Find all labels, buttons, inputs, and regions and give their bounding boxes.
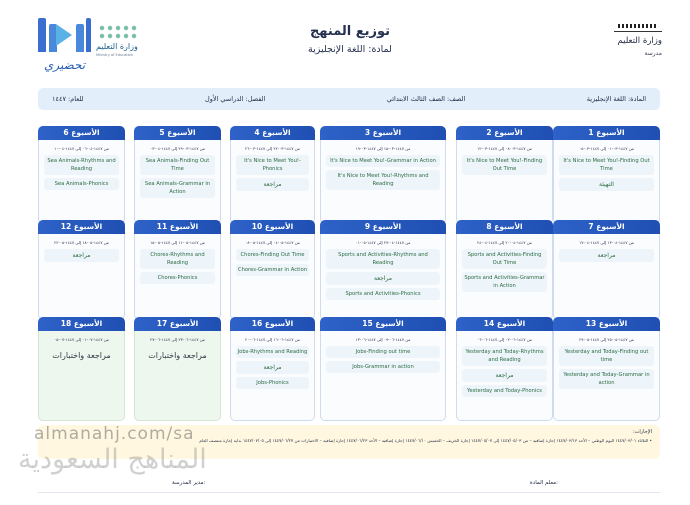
week-title: الأسبوع 8 [456, 220, 553, 234]
tahdiri-logo [38, 14, 96, 70]
week-title: الأسبوع 11 [134, 220, 221, 234]
lesson-item: Sports and Activities-Phonics [326, 288, 440, 300]
week-date: من ١٤٤٧-٠٥-٠٤ إلى ١٤٤٧-٠٥-٠٨ [245, 240, 300, 245]
week-body [553, 331, 660, 421]
week-body [230, 234, 315, 320]
week-date: من ١٤٤٧-٠٣-٠٨ إلى ١٤٤٧-٠٣-١٢ [477, 146, 532, 151]
lesson-item: Chores-Finding Out Time [236, 249, 309, 261]
week-date: من ١٤٤٧-٠٤-٢٧ إلى ١٤٤٧-٠٥-٠١ [355, 240, 411, 245]
week-card [320, 220, 446, 320]
lesson-item: Sea Animals-Phonics [44, 178, 119, 190]
moe-right-sub: مدرسة [644, 50, 662, 57]
lesson-item: Yesterday and Today-Grammar in action [559, 369, 654, 389]
week-title: الأسبوع 7 [553, 220, 660, 234]
lesson-item: Sea Animals-Finding Out Time [140, 155, 215, 175]
week-title: الأسبوع 6 [38, 126, 125, 140]
week-date: من ١٤٤٧-٠٥-١٨ إلى ١٤٤٧-٠٥-٢٢ [54, 240, 109, 245]
week-card [553, 220, 660, 320]
lesson-item: Yesterday and Today-Phonics [462, 385, 547, 397]
lesson-item: It's Nice to Meet You!-Finding Out Time [462, 155, 547, 175]
week-body [456, 234, 553, 320]
teacher-label: معلم المادة: [529, 480, 558, 486]
lesson-item: Jobs-Grammar in action [326, 361, 440, 373]
week-body [134, 331, 221, 421]
week-card [456, 220, 553, 320]
info-grade: الصف: الصف الثالث الابتدائي [386, 95, 466, 103]
week-title: الأسبوع 12 [38, 220, 125, 234]
week-date: من ١٤٤٧-٠٣-١٥ إلى ١٤٤٧-٠٣-١٩ [355, 146, 411, 151]
week-date: من ١٤٤٧-٠٤-٢٠ إلى ١٤٤٧-٠٤-٢٤ [477, 240, 532, 245]
lesson-item: Sports and Activities-Grammar in Action [462, 272, 547, 292]
lesson-item: التهيئة [559, 178, 654, 191]
lesson-item: Jobs-Rhythms and Reading [236, 346, 309, 358]
lesson-item: مراجعة [236, 361, 309, 374]
week-title: الأسبوع 14 [456, 317, 553, 331]
lesson-item: Jobs-Finding out time [326, 346, 440, 358]
week-title: الأسبوع 17 [134, 317, 221, 331]
week-title: الأسبوع 5 [134, 126, 221, 140]
week-date: من ١٤٤٧-٠٣-٢٢ إلى ١٤٤٧-٠٣-٢٦ [245, 146, 300, 151]
week-card [38, 317, 125, 421]
lesson-item: مراجعة [326, 272, 440, 285]
week-card [456, 317, 553, 421]
notes-title: الإجازات: [632, 429, 652, 435]
week-card [230, 220, 315, 320]
kingdom-emblem-icon [614, 22, 662, 32]
week-body [38, 234, 125, 320]
moe-left-sub: Ministry of Education [96, 53, 133, 57]
lesson-item: Sports and Activities-Rhythms and Reading [326, 249, 440, 269]
week-card [230, 126, 315, 224]
lesson-item: It's Nice to Meet You!-Rhythms and Reading [326, 170, 440, 190]
lesson-item: مراجعة [44, 249, 119, 262]
moe-right-title: وزارة التعليم [617, 36, 662, 46]
week-body [320, 140, 446, 224]
lesson-item: مراجعة [559, 249, 654, 262]
week-card [38, 126, 125, 224]
lesson-item: Chores-Grammar in Action [236, 264, 309, 276]
week-date: من ١٤٤٧-٠٦-٠٢ إلى ١٤٤٧-٠٦-٠٦ [477, 337, 532, 342]
page-subtitle: لمادة: اللغة الإنجليزية [308, 44, 392, 55]
lesson-item: Yesterday and Today-Finding out time [559, 346, 654, 366]
watermark-url: almanahj.com/sa [34, 424, 195, 444]
title-block [270, 24, 430, 55]
week-body [320, 234, 446, 320]
week-body [134, 140, 221, 224]
week-card [134, 220, 221, 320]
week-title: الأسبوع 16 [230, 317, 315, 331]
header [0, 0, 690, 82]
week-card [320, 317, 446, 421]
info-subject: المادة: اللغة الإنجليزية [586, 95, 646, 103]
week-title: الأسبوع 4 [230, 126, 315, 140]
week-card [38, 220, 125, 320]
week-date: من ١٤٤٧-٠٦-٢٣ إلى ١٤٤٧-٠٦-٢٧ [150, 337, 205, 342]
week-body [230, 331, 315, 421]
book-play-icon [38, 18, 90, 52]
week-title: الأسبوع 3 [320, 126, 446, 140]
lesson-item: It's Nice to Meet You!-Grammar in Action [326, 155, 440, 167]
lesson-item: Sea Animals-Grammar in Action [140, 178, 215, 198]
lesson-item: مراجعة [462, 369, 547, 382]
week-title: الأسبوع 2 [456, 126, 553, 140]
info-year: للعام: ١٤٤٧ [52, 95, 84, 103]
week-title: الأسبوع 1 [553, 126, 660, 140]
week-date: من ١٤٤٧-٠٥-١١ إلى ١٤٤٧-٠٥-١٥ [150, 240, 205, 245]
signature-footer [38, 474, 660, 496]
week-body [456, 331, 553, 421]
moe-dots-icon [98, 24, 138, 40]
lesson-item: Jobs-Phonics [236, 377, 309, 389]
lesson-item: Chores-Rhythms and Reading [140, 249, 215, 269]
week-body [134, 234, 221, 320]
watermark-name: المناهج السعودية [18, 444, 207, 475]
principal-label: مدير المدرسة: [172, 480, 206, 486]
moe-logo-left [96, 24, 146, 64]
week-card [134, 317, 221, 421]
week-body [38, 140, 125, 224]
lesson-item: مراجعة واختبارات [52, 351, 111, 360]
week-date: من ١٤٤٧-٠٤-١٣ إلى ١٤٤٧-٠٤-١٧ [579, 240, 634, 245]
moe-left-title: وزارة التعليم [96, 42, 138, 51]
lesson-item: مراجعة واختبارات [148, 351, 207, 360]
logo-text: تحضيري [44, 58, 86, 72]
moe-logo-right [602, 22, 662, 62]
week-title: الأسبوع 18 [38, 317, 125, 331]
page-title: توزيع المنهج [309, 24, 391, 39]
week-date: من ١٤٤٧-٠٤-٠٦ إلى ١٤٤٧-٠٤-١٠ [54, 146, 109, 151]
week-card [456, 126, 553, 224]
info-bar [38, 88, 660, 110]
week-body [553, 234, 660, 320]
notes-text: • الثلاثاء ١٤٤٧/٠٣/٠١ اليوم الوطني – الأحد ١٤٤٧/٠٣/١٣ إجازة إضافية – من ١٤٤٧/٠٥/٠٣ إلى ١٤٤٧/٠٥/٠٧ إجازة الخريف – الخميس ١٤٤٧/٠٦/١٠ إجازة إضافية – الأحد ١٤٤٧/٠٦/٢٣ إجازة إضافية – الاختبارات من ١٤٤٧/٠٦/٢٧ إلى ١٤٤٧/٠٧/٠٥ بداية إجازة منتصف العام [199, 438, 652, 443]
week-body [456, 140, 553, 224]
week-body [38, 331, 125, 421]
week-body [553, 140, 660, 224]
week-title: الأسبوع 10 [230, 220, 315, 234]
week-date: من ١٤٤٧-٠٦-١٦ إلى ١٤٤٧-٠٦-٢٠ [245, 337, 300, 342]
week-card [230, 317, 315, 421]
week-body [230, 140, 315, 224]
week-title: الأسبوع 13 [553, 317, 660, 331]
week-title: الأسبوع 15 [320, 317, 446, 331]
lesson-item: Sports and Activities-Finding Out Time [462, 249, 547, 269]
week-date: من ١٤٤٧-٠٣-٠١ إلى ١٤٤٧-٠٣-٠٥ [579, 146, 634, 151]
info-term: الفصل: الدراسي الأول [204, 95, 266, 103]
week-date: من ١٤٤٧-٠٦-٠٩ إلى ١٤٤٧-٠٦-١٣ [355, 337, 411, 342]
week-card [134, 126, 221, 224]
lesson-item: It's Nice to Meet You!-Finding Out Time [559, 155, 654, 175]
lesson-item: Yesterday and Today-Rhythms and Reading [462, 346, 547, 366]
week-card [553, 126, 660, 224]
week-date: من ١٤٤٧-٠٧-٠١ إلى ١٤٤٧-٠٧-٠٥ [54, 337, 109, 342]
lesson-item: It's Nice to Meet You!-Phonics [236, 155, 309, 175]
week-card [553, 317, 660, 421]
lesson-item: Sea Animals-Rhythms and Reading [44, 155, 119, 175]
week-date: من ١٤٤٧-٠٥-٢٥ إلى ١٤٤٧-٠٥-٢٩ [579, 337, 634, 342]
week-date: من ١٤٤٧-٠٣-٢٩ إلى ١٤٤٧-٠٤-٠٣ [150, 146, 205, 151]
lesson-item: Chores-Phonics [140, 272, 215, 284]
week-card [320, 126, 446, 224]
footer-divider [38, 492, 660, 493]
lesson-item: مراجعة [236, 178, 309, 191]
week-title: الأسبوع 9 [320, 220, 446, 234]
week-body [320, 331, 446, 421]
